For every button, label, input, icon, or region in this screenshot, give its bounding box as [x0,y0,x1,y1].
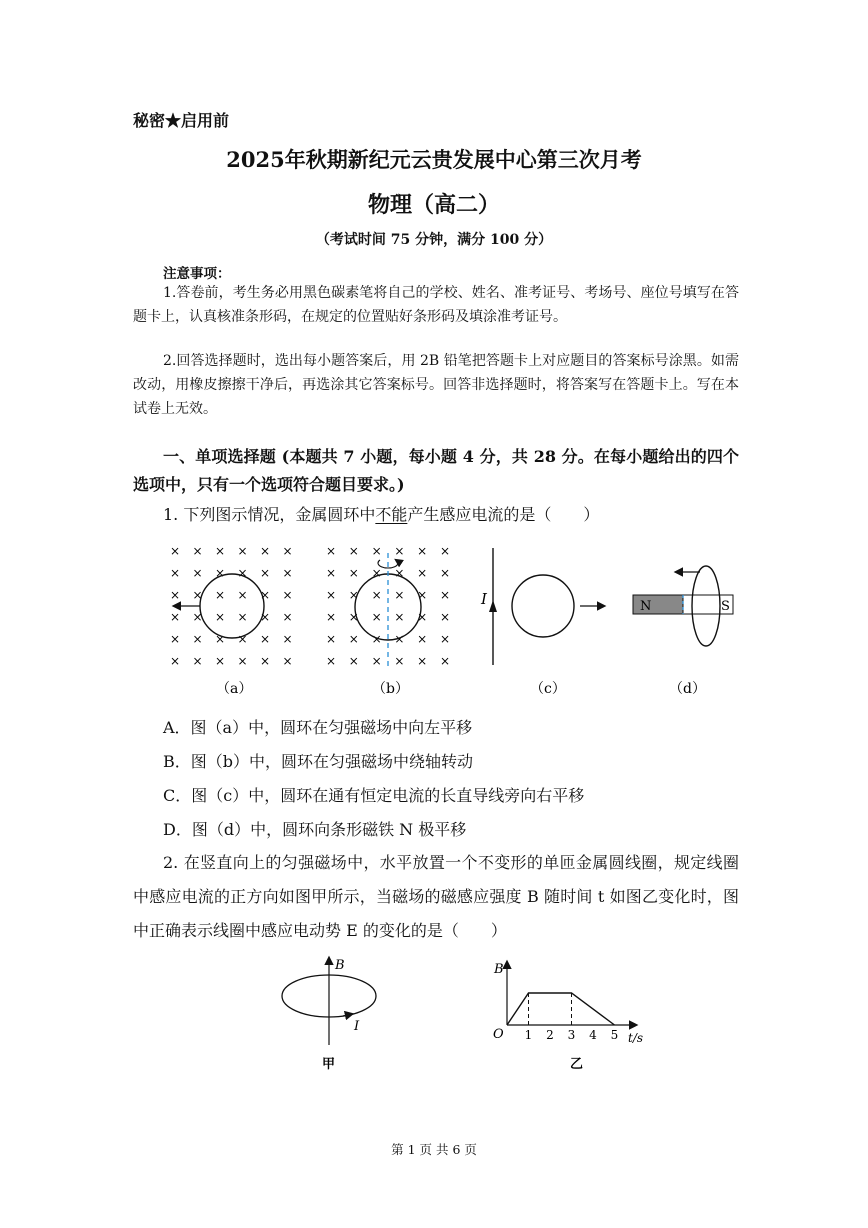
field-cross: × [439,544,451,558]
field-cross: × [325,544,337,558]
field-cross: × [192,610,203,624]
field-cross: × [439,610,451,624]
magnet-n-label: N [640,599,652,614]
figure-b-label: （b） [372,681,409,697]
figure-c-label: （c） [530,681,566,697]
field-cross: × [371,654,382,668]
yi-series-line [507,993,615,1025]
field-cross: × [259,610,271,624]
figure-c-current-label: I [481,590,487,608]
field-cross: × [394,654,405,668]
yi-x-tick-label: 2 [546,1028,554,1042]
field-cross: × [348,654,359,668]
yi-x-label: t/s [628,1031,644,1045]
field-cross: × [439,632,451,646]
field-cross: × [192,654,203,668]
field-cross: × [259,566,271,580]
yi-y-label: B [494,962,504,977]
field-cross: × [282,544,293,558]
field-cross: × [417,566,428,580]
field-cross: × [192,544,203,558]
field-cross: × [394,588,405,602]
yi-x-tick-label: 1 [524,1028,533,1042]
field-cross: × [237,654,248,668]
field-cross: × [259,544,271,558]
yi-origin-label: O [493,1027,504,1042]
yi-x-tick-label: 5 [610,1028,619,1042]
yi-chart [493,962,643,1045]
exam-title: 2025年秋期新纪元云贵发展中心第三次月考 [226,147,642,172]
yi-x-tick-label: 4 [589,1028,597,1042]
question-2-stem: 2. 在竖直向上的匀强磁场中，水平放置一个不变形的单匝金属圆线圈，规定线圈中感应电流的正方向如图甲所示，当磁场的磁感应强度 B 随时间 t 如图乙变化时，图中正确表示线圈中感应电动势 E 的变化的是（ ） [133,853,739,940]
field-cross: × [325,654,337,668]
field-cross: × [371,588,382,602]
field-cross: × [417,610,428,624]
question-1-option-b: B．图（b）中，圆环在匀强磁场中绕轴转动 [163,752,474,771]
field-cross: × [214,544,226,558]
field-cross: × [348,566,359,580]
field-cross: × [169,610,181,624]
field-cross: × [439,654,451,668]
field-cross: × [192,632,203,646]
figure-d-label: （d） [669,681,706,697]
field-cross: × [371,632,382,646]
field-cross: × [325,588,337,602]
figure-a-label: （a） [216,681,253,697]
field-cross: × [169,566,181,580]
question-1-option-a: A．图（a）中，圆环在匀强磁场中向左平移 [163,718,473,737]
field-cross: × [237,588,248,602]
field-cross: × [417,588,428,602]
field-cross: × [214,632,226,646]
field-cross: × [325,610,337,624]
field-cross: × [169,588,181,602]
exam-time-info: （考试时间 75 分钟，满分 100 分） [315,232,553,248]
field-cross: × [237,610,248,624]
field-cross: × [394,544,405,558]
exam-subject: 物理（高二） [367,192,500,218]
field-cross: × [214,588,226,602]
field-cross: × [439,588,451,602]
yi-caption: 乙 [570,1057,584,1072]
yi-x-tick-label: 3 [567,1028,576,1042]
question-1-text-after: 产生感应电流的是（ ） [407,505,600,524]
notice-title: 注意事项： [163,266,231,282]
jia-b-label: B [335,958,345,973]
field-cross: × [371,610,382,624]
field-cross: × [282,566,293,580]
question-1-emphasis: 不能 [375,505,408,524]
field-cross: × [214,610,226,624]
magnet-s-label: S [721,599,730,614]
field-cross: × [348,544,359,558]
question-1-text-before: 1. 下列图示情况，金属圆环中 [163,505,376,524]
question-1-figures [150,535,750,705]
field-cross: × [325,632,337,646]
question-1-option-d: D．图（d）中，圆环向条形磁铁 N 极平移 [163,820,467,839]
page-footer: 第 1 页 共 6 页 [391,1142,477,1157]
field-cross: × [192,588,203,602]
question-1-option-c: C．图（c）中，圆环在通有恒定电流的长直导线旁向右平移 [163,786,585,805]
field-cross: × [169,632,181,646]
field-cross: × [282,632,293,646]
notice-item-2: 2.回答选择题时，选出每小题答案后，用 2B 铅笔把答题卡上对应题目的答案标号涂黑。如需改动，用橡皮擦擦干净后，再选涂其它答案标号。回答非选择题时，将答案写在答题卡上。写在本试卷上无效。 [133,353,739,417]
jia-caption: 甲 [322,1057,336,1072]
field-cross: × [169,654,181,668]
field-cross: × [259,632,271,646]
notice-item-1: 1.答卷前，考生务必用黑色碳素笔将自己的学校、姓名、准考证号、考场号、座位号填写在答题卡上，认真核准条形码，在规定的位置贴好条形码及填涂准考证号。 [133,285,739,325]
field-cross: × [237,632,248,646]
field-cross: × [282,654,293,668]
figure-c-current-arrow [489,600,497,612]
question-2-figures [270,950,650,1075]
field-cross: × [348,588,359,602]
field-cross: × [325,566,337,580]
field-cross: × [394,610,405,624]
field-cross: × [192,566,203,580]
figure-c-ring [512,575,574,637]
field-cross: × [417,654,428,668]
figure-a-ring [200,574,264,638]
field-cross: × [371,544,382,558]
confidential-mark: 秘密★启用前 [133,111,230,130]
field-cross: × [417,544,428,558]
field-cross: × [371,566,382,580]
field-cross: × [282,588,293,602]
field-cross: × [439,566,451,580]
question-1-stem [133,498,739,532]
field-cross: × [417,632,428,646]
field-cross: × [237,544,248,558]
field-cross: × [214,566,226,580]
jia-i-label: I [354,1019,360,1034]
field-cross: × [348,610,359,624]
field-cross: × [237,566,248,580]
field-cross: × [282,610,293,624]
field-cross: × [394,566,405,580]
field-cross: × [259,588,271,602]
field-cross: × [169,544,181,558]
section-heading: 一、单项选择题 (本题共 7 小题，每小题 4 分，共 28 分。在每小题给出的四个选项中，只有一个选项符合题目要求。) [133,447,739,494]
field-cross: × [214,654,226,668]
field-cross: × [259,654,271,668]
field-cross: × [394,632,405,646]
field-cross: × [348,632,359,646]
